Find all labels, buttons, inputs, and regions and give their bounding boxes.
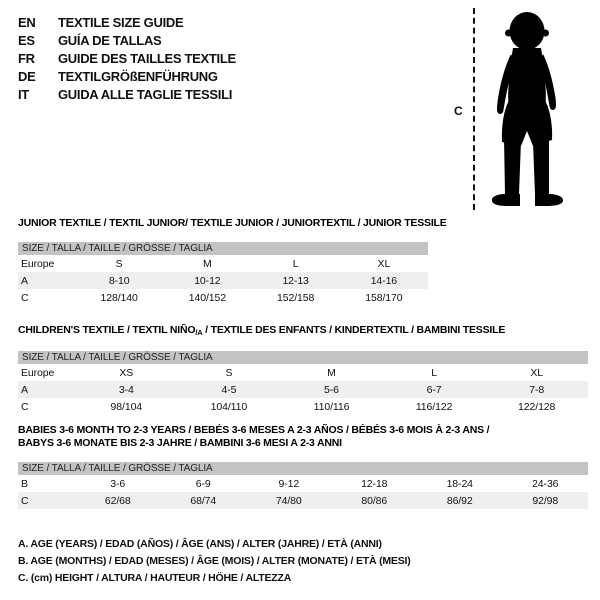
section-babies-textile (18, 424, 588, 509)
cell-value: 74/80 (275, 494, 302, 507)
size-header-bar (18, 242, 428, 255)
table-row (18, 289, 428, 306)
section-title-line: BABYS 3-6 MONATE BIS 2-3 JAHRE / BAMBINI 3-6 MESI A 2-3 ANNI (18, 437, 342, 449)
section-junior-textile (18, 217, 447, 306)
table-body (18, 255, 428, 306)
cell-value: 12-13 (282, 274, 309, 287)
cell-value: 7-8 (529, 383, 545, 396)
row-label: Europe (21, 257, 55, 270)
footnote-line: A. AGE (YEARS) / EDAD (AÑOS) / ÂGE (ANS) / ALTER (JAHRE) / ETÀ (ANNI) (18, 538, 382, 550)
table-row (18, 364, 588, 381)
footnotes (18, 536, 411, 587)
cell-value: 14-16 (370, 274, 398, 287)
cell-value: M (327, 366, 336, 379)
size-header-label: SIZE / TALLA / TAILLE / GRÖSSE / TAGLIA (22, 463, 213, 474)
row-label: Europe (21, 366, 55, 379)
cell-value: 5-6 (324, 383, 339, 396)
row-label: A (21, 383, 28, 396)
section-title (18, 424, 588, 450)
guide-title: TEXTILE SIZE GUIDE (58, 14, 184, 30)
cell-value: 8-10 (108, 274, 130, 287)
cell-value: M (203, 257, 212, 270)
cell-value: 3-6 (110, 477, 126, 490)
cell-value: XL (530, 366, 543, 379)
table-row (18, 475, 588, 492)
table-row (18, 272, 428, 289)
height-measure-line (473, 8, 475, 210)
language-title-list (18, 13, 236, 103)
cell-value: 86/92 (446, 494, 473, 507)
guide-title: TEXTILGRÖßENFÜHRUNG (58, 68, 218, 84)
size-table (18, 462, 588, 509)
cell-value: 152/158 (276, 291, 315, 304)
cell-value: 68/74 (190, 494, 217, 507)
table-row (18, 492, 588, 509)
cell-value: 110/116 (313, 400, 350, 413)
language-code: FR (18, 50, 35, 66)
guide-title: GUIDE DES TAILLES TEXTILE (58, 50, 236, 66)
table-row (18, 255, 428, 272)
language-code: IT (18, 86, 29, 102)
cell-value: 80/86 (361, 494, 388, 507)
cell-value: 24-36 (532, 477, 559, 490)
footnote-line: B. AGE (MONTHS) / EDAD (MESES) / ÂGE (MOIS) / ALTER (MONATE) / ETÀ (MESI) (18, 555, 411, 567)
language-row (18, 13, 236, 31)
height-measure-label: C (454, 104, 463, 118)
baby-silhouette-icon (480, 8, 575, 208)
size-table (18, 242, 428, 306)
cell-value: 128/140 (100, 291, 138, 304)
language-row (18, 85, 236, 103)
row-label: B (21, 477, 28, 490)
row-label: C (21, 494, 29, 507)
cell-value: XS (119, 366, 134, 379)
table-row (18, 381, 588, 398)
section-title-line: BABIES 3-6 MONTH TO 2-3 YEARS / BEBÉS 3-6 MESES A 2-3 AÑOS / BÉBÉS 3-6 MOIS À 2-3 ANS / (18, 424, 490, 436)
size-header-bar (18, 351, 588, 364)
cell-value: S (115, 257, 123, 270)
cell-value: 6-9 (195, 477, 211, 490)
cell-value: 4-5 (221, 383, 237, 396)
cell-value: L (292, 257, 299, 270)
cell-value: 18-24 (446, 477, 473, 490)
language-row (18, 67, 236, 85)
section-title-line: JUNIOR TEXTILE / TEXTIL JUNIOR/ TEXTILE JUNIOR / JUNIORTEXTIL / JUNIOR TESSILE (18, 217, 447, 229)
cell-value: XL (377, 257, 391, 270)
size-header-label: SIZE / TALLA / TAILLE / GRÖSSE / TAGLIA (22, 243, 213, 254)
language-code: ES (18, 32, 35, 48)
cell-value: 98/104 (110, 400, 143, 413)
language-code: DE (18, 68, 36, 84)
cell-value: 122/128 (518, 400, 556, 413)
footnote-line: C. (cm) HEIGHT / ALTURA / HAUTEUR / HÖHE / ALTEZZA (18, 572, 292, 584)
language-row (18, 31, 236, 49)
cell-value: S (225, 366, 233, 379)
table-body (18, 475, 588, 509)
guide-title: GUIDA ALLE TAGLIE TESSILI (58, 86, 233, 102)
cell-value: 6-7 (426, 383, 442, 396)
cell-value: 12-18 (361, 477, 388, 490)
height-figure (450, 0, 600, 215)
section-title (18, 324, 588, 339)
cell-value: L (431, 366, 437, 379)
section-title-line: CHILDREN'S TEXTILE / TEXTIL $NIÑO_{/A}$ / TEXTILE DES ENFANTS / KINDERTEXTIL / BAMBINI TESSILE (18, 324, 506, 337)
size-header-label: SIZE / TALLA / TAILLE / GRÖSSE / TAGLIA (22, 352, 213, 363)
row-label: C (21, 400, 29, 413)
section-childrens-textile (18, 324, 588, 415)
cell-value: 9-12 (278, 477, 300, 490)
cell-value: 3-4 (118, 383, 134, 396)
cell-value: 116/122 (415, 400, 453, 413)
language-row (18, 49, 236, 67)
cell-value: 140/152 (188, 291, 226, 304)
row-label: C (21, 291, 29, 304)
row-label: A (21, 274, 28, 287)
cell-value: 10-12 (194, 274, 221, 287)
cell-value: 104/110 (210, 400, 248, 413)
cell-value: 92/98 (532, 494, 559, 507)
section-title (18, 217, 447, 230)
language-code: EN (18, 14, 36, 30)
cell-value: 158/170 (365, 291, 403, 304)
cell-value: 62/68 (104, 494, 131, 507)
size-table (18, 351, 588, 415)
size-header-bar (18, 462, 588, 475)
table-body (18, 364, 588, 415)
guide-title: GUÍA DE TALLAS (58, 32, 162, 48)
table-row (18, 398, 588, 415)
